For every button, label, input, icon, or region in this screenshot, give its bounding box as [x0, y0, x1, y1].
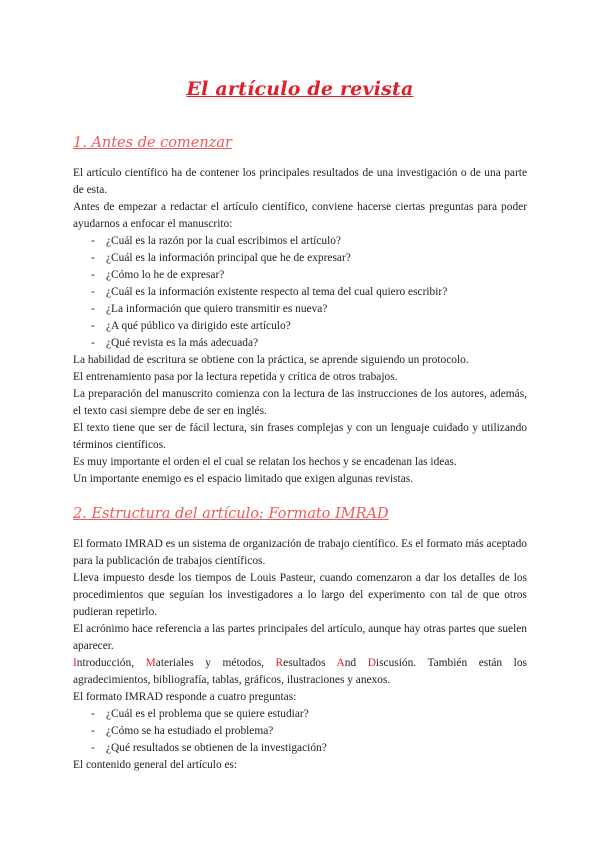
imrad-letter-a: A — [336, 657, 345, 669]
section-1-body — [73, 165, 527, 488]
paragraph: Lleva impuesto desde los tiempos de Louis Pasteur, cuando comenzaron a dar los detalles de los procedimientos que seguían los investigadores a lo largo del experimento con tal de que otros pudieran repetirlo. — [73, 572, 527, 618]
section-1-heading: 1. Antes de comenzar — [73, 135, 232, 151]
imrad-text: iscusión. También están los agradecimientos, bibliografía, tablas, gráficos, ilustraciones y anexos. — [73, 657, 527, 686]
document-title: El artículo de revista — [186, 78, 414, 100]
list-item: - ¿A qué público va dirigido este artículo? — [73, 318, 527, 335]
section-2-body — [73, 536, 527, 774]
list-item: - ¿Qué revista es la más adecuada? — [73, 335, 527, 352]
question-list — [73, 233, 527, 352]
question-list — [73, 706, 527, 757]
imrad-letter-i: I — [73, 657, 77, 669]
paragraph: Es muy importante el orden el el cual se relatan los hechos y se encadenan las ideas. — [73, 456, 457, 468]
imrad-letter-m: M — [145, 657, 156, 669]
imrad-paragraph — [73, 655, 527, 689]
imrad-letter-r: R — [275, 657, 284, 669]
imrad-text: nd — [344, 657, 368, 669]
imrad-text: esultados — [283, 657, 337, 669]
list-item: - ¿Cómo se ha estudiado el problema? — [73, 723, 527, 740]
paragraph: Un importante enemigo es el espacio limitado que exigen algunas revistas. — [73, 473, 414, 485]
list-item: - ¿Qué resultados se obtienen de la investigación? — [73, 740, 527, 757]
paragraph: El formato IMRAD responde a cuatro preguntas: — [73, 691, 297, 703]
paragraph: La habilidad de escritura se obtiene con la práctica, se aprende siguiendo un protocolo. — [73, 354, 469, 366]
list-item: - ¿Cuál es la información principal que he de expresar? — [73, 250, 527, 267]
paragraph: El entrenamiento pasa por la lectura repetida y crítica de otros trabajos. — [73, 371, 398, 383]
list-item: - ¿La información que quiero transmitir es nueva? — [73, 301, 527, 318]
paragraph: El artículo científico ha de contener los principales resultados de una investigación o de una parte de esta. — [73, 167, 527, 196]
paragraph: El contenido general del artículo es: — [73, 759, 238, 771]
list-item: - ¿Cuál es la información existente respecto al tema del cual quiero escribir? — [73, 284, 527, 301]
paragraph: El formato IMRAD es un sistema de organización de trabajo científico. Es el formato más aceptado para la publicación de trabajos científicos. — [73, 538, 528, 567]
list-item: - ¿Cuál es el problema que se quiere estudiar? — [73, 706, 527, 723]
list-item: - ¿Cuál es la razón por la cual escribimos el artículo? — [73, 233, 527, 250]
paragraph: Antes de empezar a redactar el artículo científico, conviene hacerse ciertas preguntas para poder ayudarnos a enfocar el manuscrito: — [73, 201, 527, 230]
section-2-heading: 2. Estructura del artículo: Formato IMRAD — [73, 506, 389, 522]
imrad-letter-d: D — [367, 657, 376, 669]
imrad-text: ateriales y métodos, — [155, 657, 276, 669]
imrad-text: ntroducción, — [76, 657, 146, 669]
paragraph: El acrónimo hace referencia a las partes principales del artículo, aunque hay otras partes que suelen aparecer. — [73, 623, 527, 652]
paragraph: La preparación del manuscrito comienza con la lectura de las instrucciones de los autores, además, el texto casi siempre debe de ser en inglés. — [73, 388, 527, 417]
list-item: - ¿Cómo lo he de expresar? — [73, 267, 527, 284]
paragraph: El texto tiene que ser de fácil lectura, sin frases complejas y con un lenguaje cuidado y utilizando términos científicos. — [73, 422, 527, 451]
